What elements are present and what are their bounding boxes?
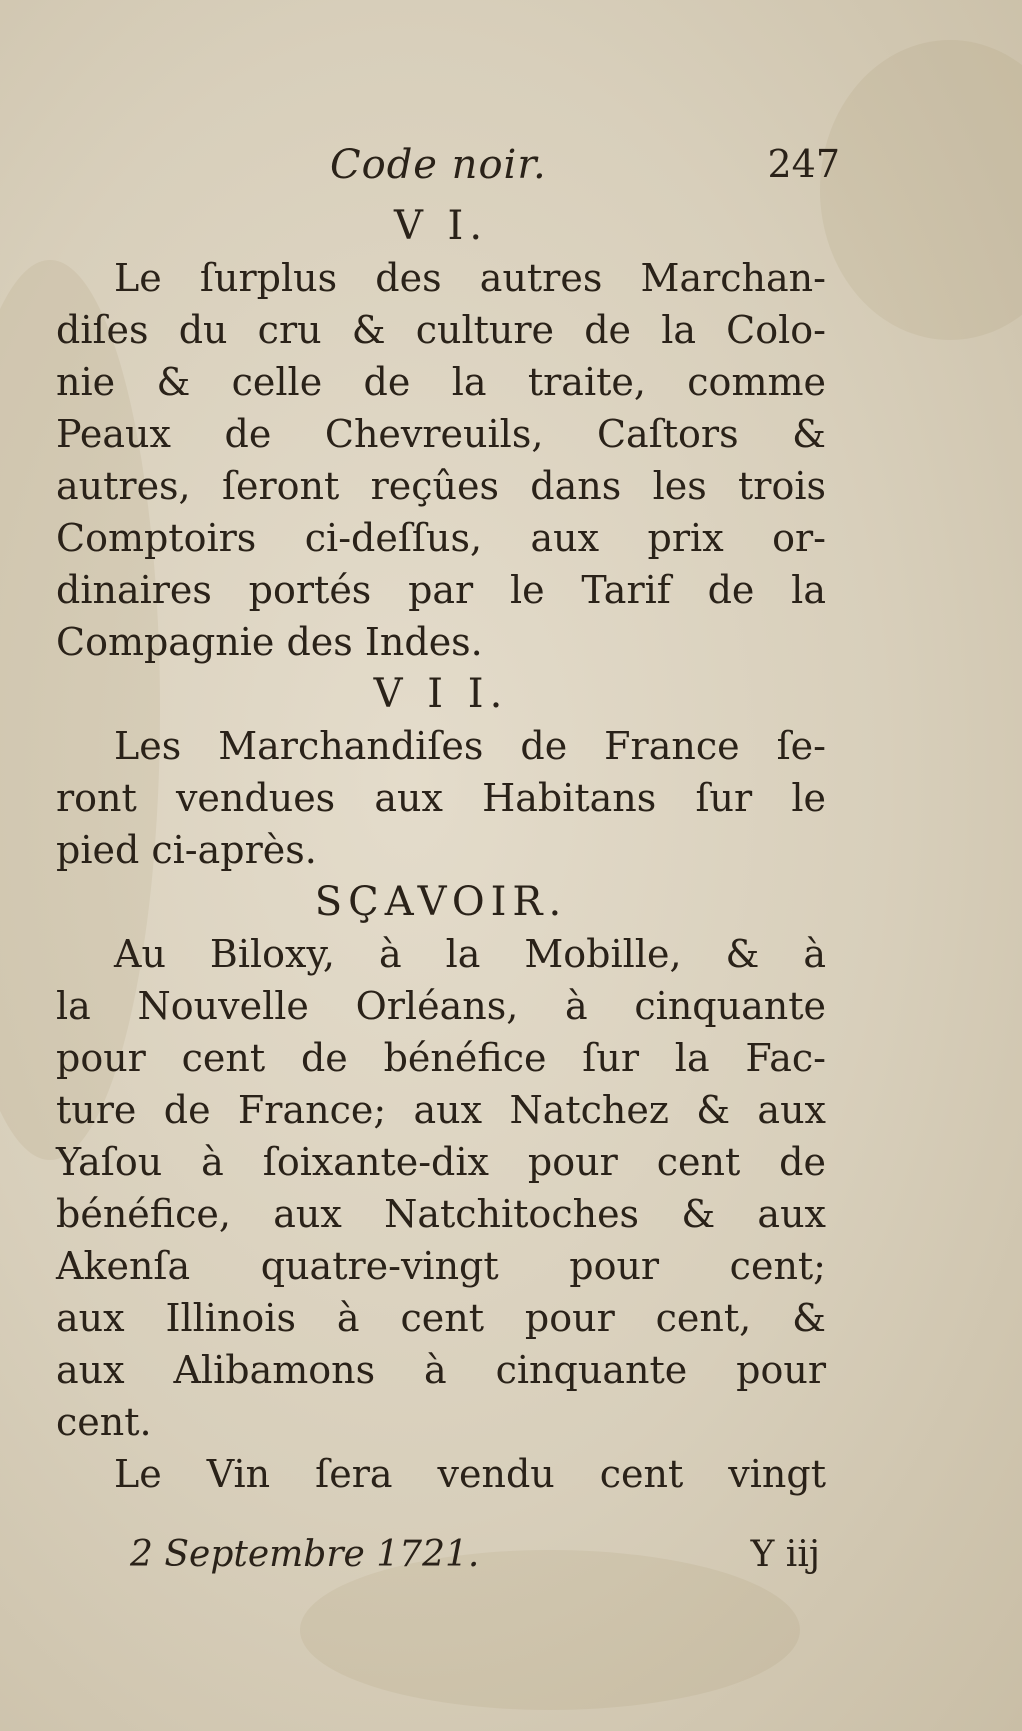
text-line: aux Illinois à cent pour cent, & <box>56 1296 826 1340</box>
text-line: Akenſa quatre-vingt pour cent; <box>56 1244 826 1288</box>
text-line: Le ſurplus des autres Marchan- <box>114 256 826 300</box>
page-stain <box>820 40 1022 340</box>
text-line: aux Alibamons à cinquante pour <box>56 1348 826 1392</box>
text-line: dinaires portés par le Tarif de la <box>56 568 826 612</box>
text-line: pied ci-après. <box>56 828 317 872</box>
signature-date: 2 Septembre 1721. <box>130 1534 480 1575</box>
text-line: ture de France; aux Natchez & aux <box>56 1088 826 1132</box>
text-line: bénéfice, aux Natchitoches & aux <box>56 1192 826 1236</box>
section-number: V I. <box>393 203 489 249</box>
text-block <box>56 200 826 1500</box>
page-number: 247 <box>767 142 840 186</box>
text-line: cent. <box>56 1400 152 1444</box>
signature-mark: Y iij <box>750 1534 820 1575</box>
text-line: diſes du cru & culture de la Colo- <box>56 308 826 352</box>
text-line: Compagnie des Indes. <box>56 620 483 664</box>
text-line: Yaſou à ſoixante-dix pour cent de <box>56 1140 826 1184</box>
text-line: Peaux de Chevreuils, Caſtors & <box>56 412 826 456</box>
page-header <box>320 142 840 202</box>
section-heading: SÇAVOIR. <box>314 879 568 925</box>
section-number: V I I. <box>373 671 509 717</box>
page-footer <box>130 1534 820 1590</box>
text-line: ront vendues aux Habitans ſur le <box>56 776 826 820</box>
text-line: Le Vin ſera vendu cent vingt <box>114 1452 826 1496</box>
text-line: Comptoirs ci-deſſus, aux prix or- <box>56 516 826 560</box>
running-title: Code noir. <box>330 142 547 188</box>
text-line: la Nouvelle Orléans, à cinquante <box>56 984 826 1028</box>
text-line: pour cent de bénéfice ſur la Fac- <box>56 1036 826 1080</box>
text-line: Au Biloxy, à la Mobille, & à <box>114 932 826 976</box>
text-line: autres, ſeront reçûes dans les trois <box>56 464 826 508</box>
text-line: Les Marchandiſes de France ſe- <box>114 724 826 768</box>
text-line: nie & celle de la traite, comme <box>56 360 826 404</box>
